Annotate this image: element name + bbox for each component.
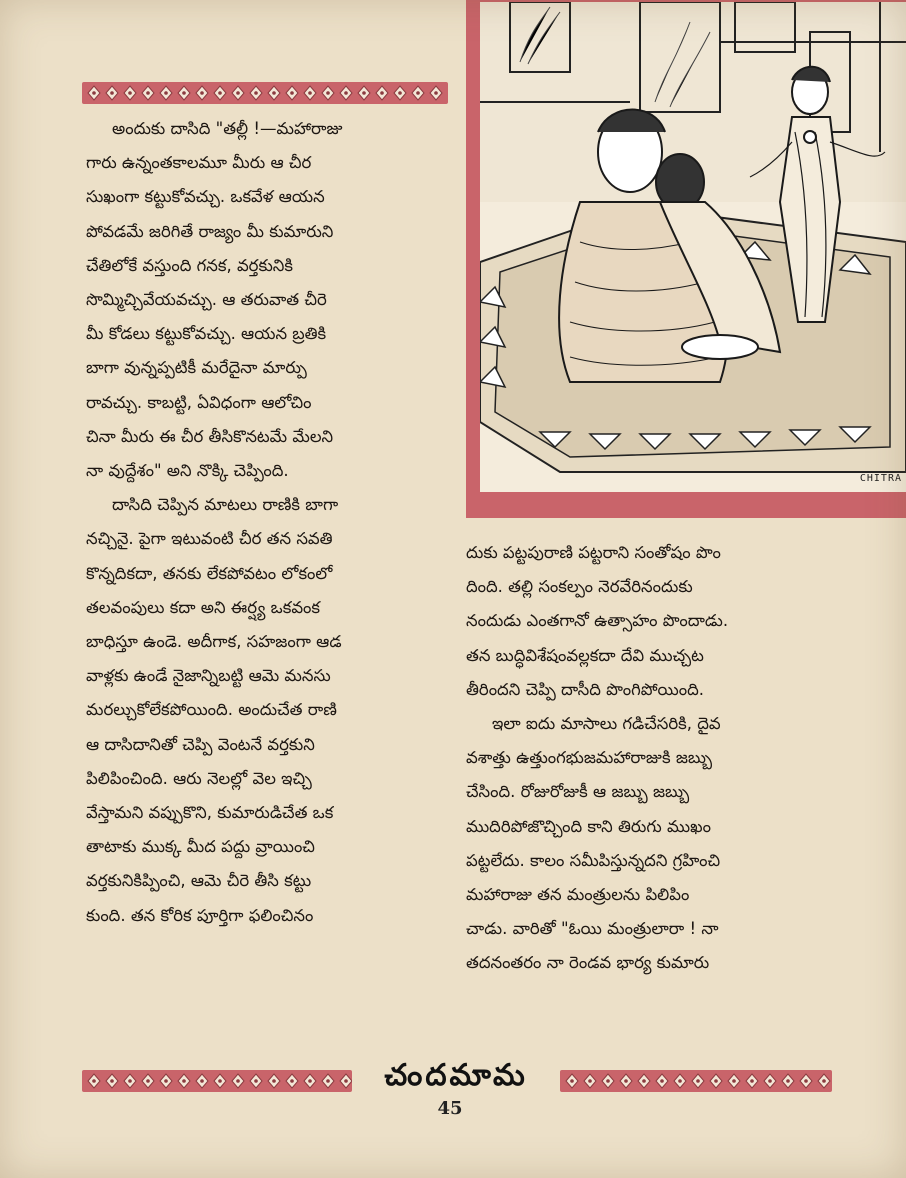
ornament-dot <box>110 1079 114 1083</box>
ornament-dot <box>606 1079 610 1083</box>
footer-ornament-left <box>82 1070 352 1092</box>
text-line: తాటాకు ముక్క మీద పద్దు వ్రాయించి <box>86 837 315 857</box>
page-number: 45 <box>437 1098 463 1119</box>
text-line: తీరిందని చెప్పి దాసీది పొంగిపోయింది. <box>466 679 705 699</box>
ornament-dot <box>254 1079 258 1083</box>
ornament-dot <box>416 91 420 95</box>
ornament-dot <box>254 91 258 95</box>
text-line: తలవంపులు కదా అని ఈర్ష్య ఒకవంక <box>86 597 321 617</box>
text-line: పోవడమే జరిగితే రాజ్యం మీ కుమారుని <box>86 221 334 241</box>
text-line: రావచ్చు. కాబట్టి, ఏవిధంగా ఆలోచిం <box>86 392 312 412</box>
text-line: తన బుద్ధివిశేషంవల్లకదా దేవి ముచ్చట <box>466 645 704 665</box>
ornament-dot <box>660 1079 664 1083</box>
ornament-dot <box>164 91 168 95</box>
text-line: సొమ్మిచ్చివేయవచ్చు. ఆ తరువాత చీరె <box>86 290 327 310</box>
ornament-dot <box>272 91 276 95</box>
text-line: నా వుద్దేశం" అని నొక్కి చెప్పింది. <box>86 461 289 481</box>
text-line: కొన్నదికదా, తనకు లేకపోవటం లోకంలో <box>86 563 333 583</box>
text-line: ఆ దాసిదానితో చెప్పి వెంటనే వర్తకుని <box>86 734 315 754</box>
text-line: మరల్చుకోలేకపోయింది. అందుచేత రాణి <box>86 700 337 720</box>
text-line: బాగా వున్నప్పటికీ మరేదైనా మార్పు <box>86 358 307 378</box>
ornament-dot <box>128 91 132 95</box>
magazine-title: చందమామ <box>384 1058 528 1093</box>
ornament-dot <box>642 1079 646 1083</box>
ornament-dot <box>588 1079 592 1083</box>
text-line: మహారాజు తన మంత్రులను పిలిపిం <box>466 885 690 905</box>
text-line: వశాత్తు ఉత్తుంగభుజమహారాజుకి జబ్బు <box>466 748 713 768</box>
ornament-dot <box>398 91 402 95</box>
ornament-dot <box>110 91 114 95</box>
ornament-dot <box>92 1079 96 1083</box>
ornament-dot <box>308 91 312 95</box>
ornament-dot <box>326 1079 330 1083</box>
ornament-dot <box>146 91 150 95</box>
text-line: నచ్చినై. పైగా ఇటువంటి చీర తన సవతి <box>86 529 333 549</box>
ornament-dot <box>750 1079 754 1083</box>
text-line: గారు ఉన్నంతకాలమూ మీరు ఆ చీర <box>86 153 312 173</box>
ornament-dot <box>804 1079 808 1083</box>
ornament-dot <box>434 91 438 95</box>
text-line: బాధిస్తూ ఉండె. అదీగాక, సహజంగా ఆడ <box>86 632 342 652</box>
ornament-dot <box>822 1079 826 1083</box>
ornament-dot <box>236 1079 240 1083</box>
text-line: మీ కోడలు కట్టుకోవచ్చు. ఆయన బ్రతికి <box>86 324 327 344</box>
ornament-dot <box>272 1079 276 1083</box>
text-line: వేస్తామని వప్పుకొని, కుమారుడిచేత ఒక <box>86 803 334 823</box>
ornament-dot <box>732 1079 736 1083</box>
text-line: వర్తకునికిప్పించి, ఆమె చీరె తీసి కట్టు <box>86 871 312 891</box>
text-line: చేసింది. రోజురోజుకీ ఆ జబ్బు జబ్బు <box>466 782 690 802</box>
text-line: సుఖంగా కట్టుకోవచ్చు. ఒకవేళ ఆయన <box>86 187 325 207</box>
ornament-dot <box>696 1079 700 1083</box>
text-line: ఇలా ఐదు మాసాలు గడిచేసరికి, దైవ <box>492 714 721 734</box>
ornament-dot <box>164 1079 168 1083</box>
ornament-dot <box>326 91 330 95</box>
ornament-dot <box>344 91 348 95</box>
illustration-queen-hugging-son <box>480 2 906 492</box>
ornament-dot <box>678 1079 682 1083</box>
ornament-dot <box>146 1079 150 1083</box>
ornament-dot <box>236 91 240 95</box>
text-line: చేతిలోకే వస్తుంది గనక, వర్తకునికి <box>86 255 293 275</box>
ornament-dot <box>128 1079 132 1083</box>
text-line: నందుడు ఎంతగానో ఉత్సాహం పొందాడు. <box>466 611 729 631</box>
ornament-dot <box>92 91 96 95</box>
text-line: అందుకు దాసిది "తల్లీ !—మహారాజు <box>112 119 343 138</box>
right-text-column <box>466 536 836 981</box>
ornament-dot <box>182 1079 186 1083</box>
text-line: పట్టలేదు. కాలం సమీపిస్తున్నదని గ్రహించి <box>466 850 721 870</box>
ornament-dot <box>290 91 294 95</box>
illustrator-signature: CHITRA <box>859 473 902 484</box>
ornament-dot <box>182 91 186 95</box>
ornament-dot <box>290 1079 294 1083</box>
text-line: దాసిది చెప్పిన మాటలు రాణికి బాగా <box>112 495 339 515</box>
text-line: పిలిపించింది. ఆరు నెలల్లో వెల ఇచ్చి <box>86 768 312 788</box>
ornament-dot <box>570 1079 574 1083</box>
text-line: ముదిరిపోజొచ్చింది కాని తిరుగు ముఖం <box>466 816 711 836</box>
ornament-dot <box>624 1079 628 1083</box>
ornament-dot <box>308 1079 312 1083</box>
top-ornament-border <box>82 82 448 104</box>
text-line: వాళ్లకు ఉండే నైజాన్నిబట్టి ఆమె మనసు <box>86 666 331 686</box>
ornament-dot <box>218 91 222 95</box>
illustration-frame <box>466 0 906 518</box>
text-line: దుకు పట్టపురాణి పట్టరాని సంతోషం పొం <box>466 543 721 562</box>
text-line: దింది. తల్లి సంకల్పం నెరవేరినందుకు <box>466 577 693 597</box>
ornament-dot <box>380 91 384 95</box>
ornament-dot <box>768 1079 772 1083</box>
text-line: కుంది. తన కోరిక పూర్తిగా ఫలించినం <box>86 905 314 925</box>
ornament-dot <box>200 1079 204 1083</box>
ornament-dot <box>218 1079 222 1083</box>
ornament-dot <box>362 91 366 95</box>
text-line: చాడు. వారితో "ఓయి మంత్రులారా ! నా <box>466 919 719 939</box>
ornament-dot <box>344 1079 348 1083</box>
left-text-column <box>86 112 458 933</box>
text-line: చినా మీరు ఈ చీర తీసికొనటమే మేలని <box>86 426 334 446</box>
ornament-dot <box>714 1079 718 1083</box>
footer-ornament-right <box>560 1070 832 1092</box>
ornament-dot <box>786 1079 790 1083</box>
ornament-dot <box>200 91 204 95</box>
text-line: తదనంతరం నా రెండవ భార్య కుమారు <box>466 953 710 973</box>
